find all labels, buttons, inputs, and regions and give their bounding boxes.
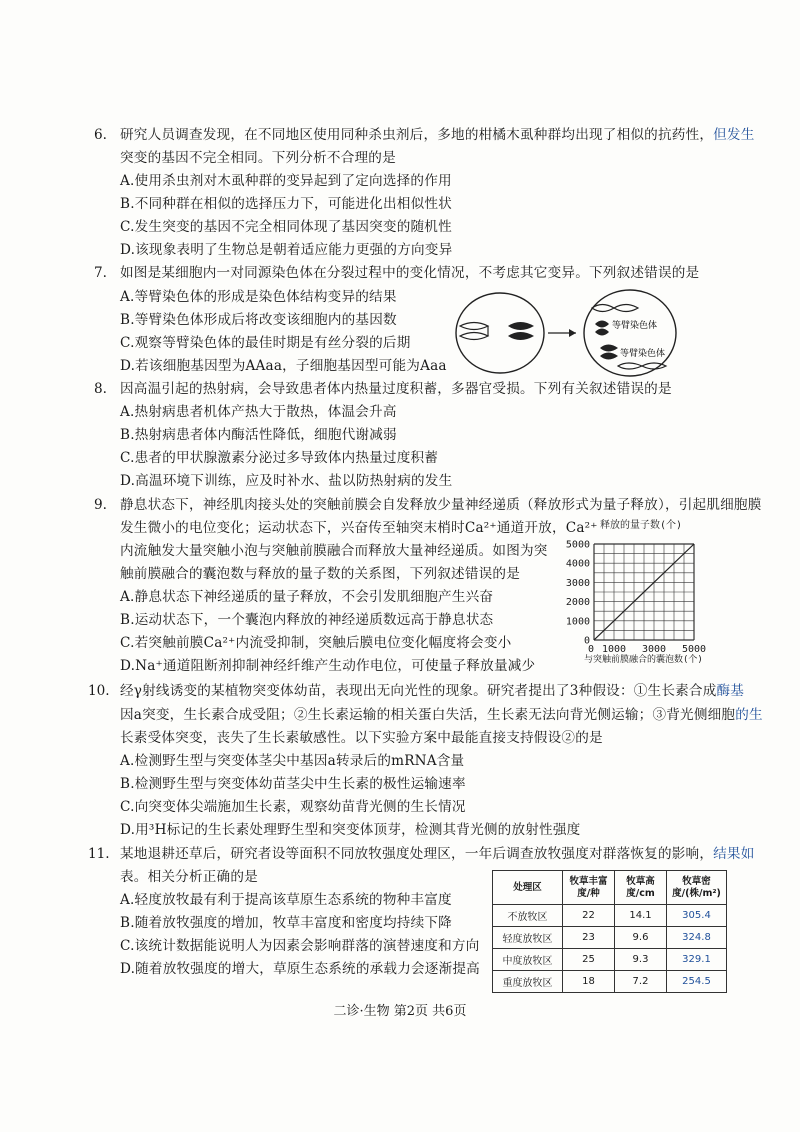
question-10-stem-line1 <box>120 682 744 700</box>
table-header: 牧草密度/(株/m²) <box>667 871 727 905</box>
question-6-option-a: A.使用杀虫剂对木虱种群的变异起到了定向选择的作用 <box>120 173 452 189</box>
q10-handwritten-text-1: 酶基 <box>716 683 745 699</box>
table-cell: 305.4 <box>667 905 727 927</box>
q10-stem-text-2: 因a突变，生长素合成受阻；②生长素运输的相关蛋白失活，生长素无法向背光侧运输；③背光侧细胞 <box>120 707 736 723</box>
table-cell: 324.8 <box>667 927 727 949</box>
question-7-stem: 如图是某细胞内一对同源染色体在分裂过程中的变化情况，不考虑其它变异。下列叙述错误的是 <box>120 265 700 281</box>
chart-x-axis-label: 与突触前膜融合的囊泡数(个) <box>584 655 703 664</box>
question-11-number: 11. <box>88 846 110 862</box>
q6-stem-text: 研究人员调查发现，在不同地区使用同种杀虫剂后，多地的柑橘木虱种群均出现了相似的抗药性， <box>120 127 714 143</box>
q11-stem-text: 某地退耕还草后，研究者设等面积不同放牧强度处理区，一年后调查放牧强度对群落恢复的影响， <box>120 846 714 862</box>
table-cell: 329.1 <box>667 949 727 971</box>
question-7-option-d: D.若该细胞基因型为AAaa，子细胞基因型可能为Aaa <box>120 358 447 374</box>
table-header: 牧草丰富度/种 <box>563 871 615 905</box>
table-row <box>493 927 727 949</box>
q6-handwritten-text: 但发生 <box>713 127 755 143</box>
question-7-option-a: A.等臂染色体的形成是染色体结构变异的结果 <box>120 289 397 305</box>
table-cell: 14.1 <box>615 905 667 927</box>
table-cell: 9.6 <box>615 927 667 949</box>
table-header-row <box>493 871 727 905</box>
question-10-option-b: B.检测野生型与突变体幼苗茎尖中生长素的极性运输速率 <box>120 776 466 792</box>
question-6-stem-line2: 突变的基因不完全相同。下列分析不合理的是 <box>120 150 396 166</box>
chart-x-ticks <box>588 644 706 655</box>
table-row <box>493 971 727 993</box>
question-9-number: 9. <box>94 497 107 513</box>
table-cell: 不放牧区 <box>493 905 563 927</box>
question-9-option-a: A.静息状态下神经递质的量子释放，不会引发肌细胞产生兴奋 <box>120 589 494 605</box>
question-7-number: 7. <box>94 265 107 281</box>
question-9-stem-line2: 发生微小的电位变化；运动状态下，兴奋传至轴突末梢时Ca²⁺通道开放，Ca²⁺ <box>120 520 598 536</box>
chart-x-tick-label: 0 <box>587 644 594 655</box>
q10-stem-text-1: 经γ射线诱变的某植物突变体幼苗，表现出无向光性的现象。研究者提出了3种假设：①生长素合成 <box>120 683 717 699</box>
q10-handwritten-text-2: 的生 <box>735 707 763 723</box>
question-6-stem-line1 <box>120 126 755 144</box>
chart-y-tick-label: 5000 <box>565 539 590 551</box>
question-11-stem-line2: 表。相关分析正确的是 <box>120 869 258 885</box>
question-8-number: 8. <box>94 381 107 397</box>
question-10-stem-line3: 长素受体突变，丧失了生长素敏感性。以下实验方案中最能直接支持假设②的是 <box>120 730 603 746</box>
question-8-option-d: D.高温环境下训练，应及时补水、盐以防热射病的发生 <box>120 473 453 489</box>
chart-x-tick-label: 1000 <box>601 644 627 655</box>
table-cell: 中度放牧区 <box>493 949 563 971</box>
question-10-number: 10. <box>88 683 110 699</box>
page-footer: 二诊·生物 第2页 共6页 <box>333 1004 467 1019</box>
table-row <box>493 905 727 927</box>
table-cell: 18 <box>563 971 615 993</box>
chart-y-ticks <box>566 540 590 647</box>
question-7-option-c: C.观察等臂染色体的最佳时期是有丝分裂的后期 <box>120 335 411 351</box>
quantum-release-chart <box>556 518 740 664</box>
table-cell: 254.5 <box>667 971 727 993</box>
table-header: 处理区 <box>493 871 563 905</box>
chart-y-tick-label: 4000 <box>565 558 590 570</box>
question-7-option-b: B.等臂染色体形成后将改变该细胞内的基因数 <box>120 312 397 328</box>
question-11-option-c: C.该统计数据能说明人为因素会影响群落的演替速度和方向 <box>120 938 480 954</box>
question-10-option-a: A.检测野生型与突变体茎尖中基因a转录后的mRNA含量 <box>120 753 465 769</box>
question-8-stem: 因高温引起的热射病，会导致患者体内热量过度积蓄，多器官受损。下列有关叙述错误的是 <box>120 381 672 397</box>
table-cell: 25 <box>563 949 615 971</box>
table-cell: 轻度放牧区 <box>493 927 563 949</box>
question-9-stem-line3: 内流触发大量突触小泡与突触前膜融合而释放大量神经递质。如图为突 <box>120 543 548 559</box>
table-cell: 重度放牧区 <box>493 971 563 993</box>
question-6-option-b: B.不同种群在相似的选择压力下，可能进化出相似性状 <box>120 196 452 212</box>
question-11-option-b: B.随着放牧强度的增加，牧草丰富度和密度均持续下降 <box>120 915 452 931</box>
question-9-option-b: B.运动状态下，一个囊泡内释放的神经递质数远高于静息状态 <box>120 612 494 628</box>
chromosome-figure <box>452 286 680 382</box>
question-8-option-c: C.患者的甲状腺激素分泌过多导致体内热量过度积蓄 <box>120 450 439 466</box>
question-6-option-d: D.该现象表明了生物总是朝着适应能力更强的方向变异 <box>120 242 453 258</box>
table-cell: 23 <box>563 927 615 949</box>
question-10-option-c: C.向突变体尖端施加生长素，观察幼苗背光侧的生长情况 <box>120 799 466 815</box>
question-10-option-d: D.用³H标记的生长素处理野生型和突变体顶芽，检测其背光侧的放射性强度 <box>120 822 581 838</box>
homologous-pair <box>460 322 534 340</box>
question-6-number: 6. <box>94 127 107 143</box>
table-cell: 22 <box>563 905 615 927</box>
chart-x-tick-label: 5000 <box>681 644 707 655</box>
isochromosome-label-2: 等臂染色体 <box>620 349 666 359</box>
isochromosome-label-1: 等臂染色体 <box>612 321 658 331</box>
chart-title: 释放的量子数(个) <box>600 520 683 531</box>
question-6-option-c: C.发生突变的基因不完全相同体现了基因突变的随机性 <box>120 219 452 235</box>
chart-y-tick-label: 1000 <box>565 616 590 628</box>
question-9-stem-line4: 触前膜融合的囊泡数与释放的量子数的关系图，下列叙述错误的是 <box>120 566 521 582</box>
question-11-option-d: D.随着放牧强度的增大，草原生态系统的承载力会逐渐提高 <box>120 961 480 977</box>
grazing-table <box>492 870 727 993</box>
table-row <box>493 949 727 971</box>
chart-x-tick-label: 3000 <box>641 644 667 655</box>
question-8-option-a: A.热射病患者机体产热大于散热，体温会升高 <box>120 404 397 420</box>
chart-y-tick-label: 0 <box>583 635 590 647</box>
question-10-stem-line2 <box>120 706 763 724</box>
question-8-option-b: B.热射病患者体内酶活性降低，细胞代谢减弱 <box>120 427 397 443</box>
table-header: 牧草高度/cm <box>615 871 667 905</box>
table-cell: 9.3 <box>615 949 667 971</box>
chart-y-tick-label: 2000 <box>565 597 590 609</box>
table-cell: 7.2 <box>615 971 667 993</box>
q11-handwritten-text: 结果如 <box>713 846 755 862</box>
question-11-option-a: A.轻度放牧最有利于提高该草原生态系统的物种丰富度 <box>120 892 452 908</box>
question-9-option-c: C.若突触前膜Ca²⁺内流受抑制，突触后膜电位变化幅度将会变小 <box>120 635 512 651</box>
question-9-stem-line1: 静息状态下，神经肌肉接头处的突触前膜会自发释放少量神经递质（释放形式为量子释放），引起肌细胞膜 <box>120 497 762 513</box>
chart-y-tick-label: 3000 <box>565 577 590 589</box>
question-11-stem-line1 <box>120 845 755 863</box>
question-9-option-d: D.Na⁺通道阻断剂抑制神经纤维产生动作电位，可使量子释放量减少 <box>120 658 536 674</box>
